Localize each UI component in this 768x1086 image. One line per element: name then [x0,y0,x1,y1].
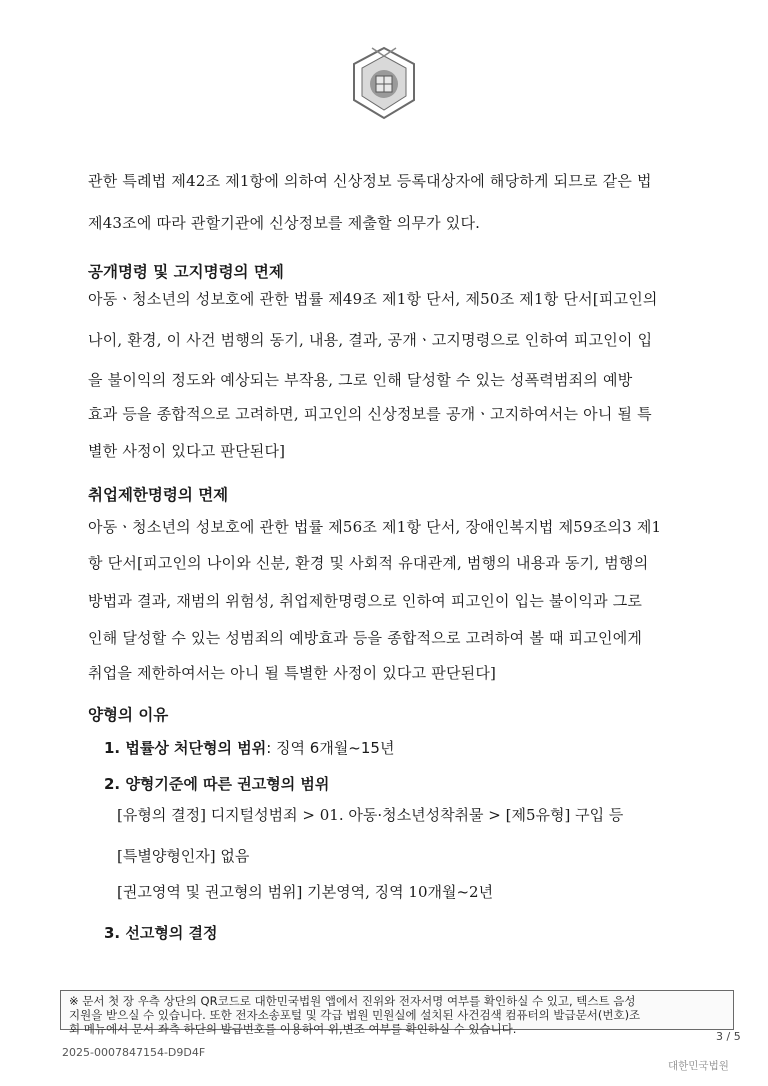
court-emblem-icon [342,42,426,126]
paragraph-line: 아동ㆍ청소년의 성보호에 관한 법률 제56조 제1항 단서, 장애인복지법 제59조의3 제1 [88,518,662,536]
paragraph-line: 을 불이익의 정도와 예상되는 부작용, 그로 인해 달성할 수 있는 성폭력범죄의 예방 [88,371,633,389]
sub-item: [유형의 결정] 디지털성범죄 > 01. 아동·청소년성착취물 > [제5유형] 구입 등 [117,806,624,824]
list-item [104,737,394,758]
paragraph-line: 취업을 제한하여서는 아니 될 특별한 사정이 있다고 판단된다] [88,664,497,682]
paragraph-line: 아동ㆍ청소년의 성보호에 관한 법률 제49조 제1항 단서, 제50조 제1항 단서[피고인의 [88,290,658,308]
paragraph-line: 항 단서[피고인의 나이와 신분, 환경 및 사회적 유대관계, 범행의 내용과 동기, 범행의 [88,554,649,572]
page-number: 3 / 5 [716,1030,741,1043]
section-heading-sentencing-reasons: 양형의 이유 [88,706,169,724]
paragraph-line: 별한 사정이 있다고 판단된다] [88,442,286,460]
item-label: 1. 법률상 처단형의 범위 [104,739,267,757]
sub-item: [특별양형인자] 없음 [117,847,250,865]
paragraph-line: 나이, 환경, 이 사건 범행의 동기, 내용, 결과, 공개ㆍ고지명령으로 인하여 피고인이 입 [88,331,653,349]
item-label: 3. 선고형의 결정 [104,924,218,942]
paragraph-line: 인해 달성할 수 있는 성범죄의 예방효과 등을 종합적으로 고려하여 볼 때 피고인에게 [88,629,643,647]
notice-line: 회 메뉴에서 문서 좌측 하단의 발급번호를 이용하여 위,변조 여부를 확인하실 수 있습니다. [69,1022,517,1036]
notice-line: 지원을 받으실 수 있습니다. 또한 전자소송포털 및 각급 법원 민원실에 설치된 사건검색 컴퓨터의 발급문서(번호)조 [69,1008,641,1022]
list-item [104,773,329,794]
verification-notice-box [60,990,734,1036]
sub-item: [권고영역 및 권고형의 범위] 기본영역, 징역 10개월~2년 [117,883,494,901]
court-name-footer: 대한민국법원 [668,1060,729,1072]
list-item [104,922,218,943]
section-heading-employment-exemption: 취업제한명령의 면제 [88,486,229,504]
issue-number: 2025-0007847154-D9D4F [62,1046,206,1059]
paragraph-line: 효과 등을 종합적으로 고려하면, 피고인의 신상정보를 공개ㆍ고지하여서는 아니 될 특 [88,405,652,423]
item-value: : 징역 6개월~15년 [266,739,395,757]
paragraph-line: 제43조에 따라 관할기관에 신상정보를 제출할 의무가 있다. [88,214,481,232]
paragraph-line: 관한 특례법 제42조 제1항에 의하여 신상정보 등록대상자에 해당하게 되므로 같은 법 [88,172,652,190]
paragraph-line: 방법과 결과, 재범의 위험성, 취업제한명령으로 인하여 피고인이 입는 불이익과 그로 [88,592,643,610]
item-label: 2. 양형기준에 따른 권고형의 범위 [104,775,330,793]
notice-line: ※ 문서 첫 장 우측 상단의 QR코드로 대한민국법원 앱에서 진위와 전자서명 여부를 확인하실 수 있고, 텍스트 음성 [69,994,636,1008]
section-heading-disclosure-exemption: 공개명령 및 고지명령의 면제 [88,263,284,281]
